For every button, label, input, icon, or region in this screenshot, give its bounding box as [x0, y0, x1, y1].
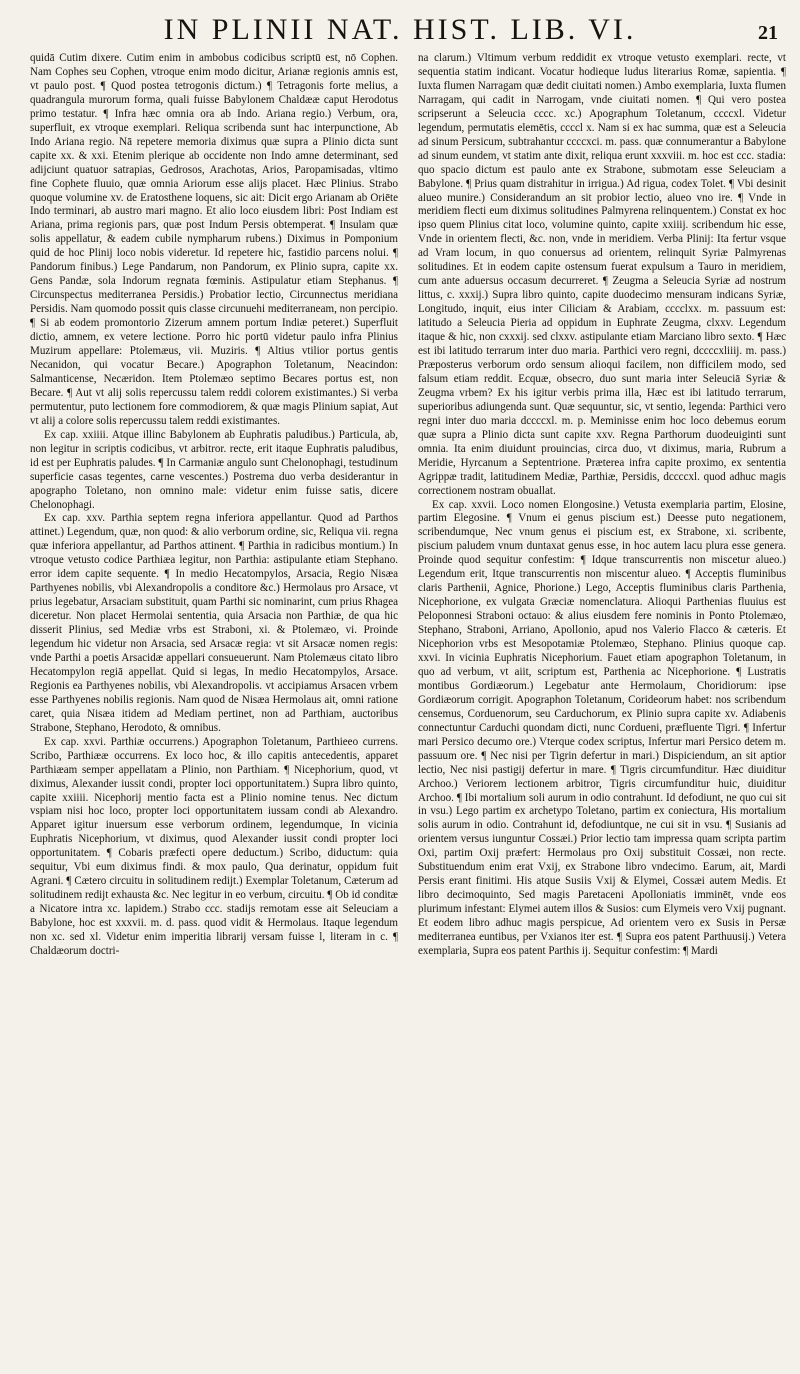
paragraph-chapter-27: Ex cap. xxvii. Loco nomen Elongosine.) Vetusta exemplaria partim, Elosine, partim Elegosine. ¶ Vnum ei genus piscium est.) Deesse puto negationem, scribendumque, Nec vnum genus ei piscium est, ex Strabone, xi. scribente, piscium paludem vnum duntaxat genus esse, in hoc autem lacu plura esse genera. Proinde quod sequitur confestim: ¶ Idque transcurrentis non miscetur alueo.) Legendum erit, Itque transcurrentis non miscentur alueo. ¶ Acceptis fluminibus claris Parthenii, Agnice, Phorione.) Lego, Acceptis fluminibus claris Parthenia, Nicephorione, ex vulgata Græciæ nomenclatura. Alioqui Parthenias fluuius est Peloponnesi Straboni octauo: & alius eiusdem fere nominis in Ponto Ptolemæo, Stephano, Straboni, Arriano, Apollonio, apud nos Valerio Flacco & cæteris. Et Nicephorion vrbs est Mesopotamiæ Ptolemæo, Stephano. Plinius quoque cap. xxvi. In vicinia Euphratis Nicephorium. Fauet etiam apographon Toletanum, in quo ad verbum, vt aiit, scriptum est, Parthenia ac Nicephorione. ¶ Lustratis montibus Gordiæorum.) Legebatur ante Hermolaum, Choridiorum: ipse Gordiæorum corrigit. Apographon Toletanum, Corideorum habet: nos scribendum censemus, Corduenorum, seu Carduchorum, ex Plinio supra capite xv. Adiabenis connectuntur Carduchi quondam dicti, nunc Cordueni, præfluente Tigri. ¶ Infertur mari Persico decumo ore.) Vterque codex scriptus, Infertur mari Persico detem m. passuum ore. ¶ Nec nisi per Tigrin defertur in mari.) Dispiciendum, an sit aptior lectio, Nec nisi pastigij defertur in mare. ¶ Tigris circumfunditur. Hæc diuiditur Archoo.) Veriorem lectionem arbitror, Tigris circumfunditur huic, diuiditur Archoo. ¶ Ibi mortalium soli aurum in odio contrahunt. Id defodiunt, ne quo cui sit in vsu.) Lego partim ex archetypo Toletano, partim ex coniectura, His mortalium solis aurum in odio. Contrahunt id, defodiuntque, ne cui sit in vsu. ¶ Susianis ad orientem versus iunguntur Cossæi.) Prior lectio tam impressa quam scripta partim Oxi, partim Oxij præfert: Hermolaus pro Oxij substituit Cossæi, non recte. Substituendum enim erat Vxij, ex Strabone libro vndecimo. Earum, ait, Mardi Persis erant finitimi. His atque Susiis Vxij & Elymei, Cossæi autem Medis. Et libro decimoquinto, Sed magis Paretaceni Apolloniatis imminēt, vnde eos plurimum infestant: Elymei autem illos & Susios: cum Elymeis vero Vxij pugnant. Et eodem libro adhuc magis perspicue, Ad orientem vero ex Susis in Persæ mediterranea euntibus, per Vxianos iter est. ¶ Supra eos patent Parthuusij.) Vetera exemplaria, Supra eos patent Parthis ij. Sequitur confestim: ¶ Mardi: [418, 498, 786, 957]
paragraph-continuation: quidā Cutim dixere. Cutim enim in ambobus codicibus scriptū est, nō Cophen. Nam Cophes seu Cophen, vtroque enim modo dicitur, Arianæ regionis amnis est, vt paulo post. ¶ Quod postea tetrogonis dictum.) ¶ Tetragonis forte melius, a quadrangula murorum forma, quali fuisse Babylonem Chaldææ caput Herodotus primo testatur. ¶ Infra hæc omnia ora ab Indo. Ariana regio.) Verbum, ora, superfluit, ex vtroque exemplari. Reliqua scribenda sunt hac interpunctione, Ab Indo Ariana regio. Nā repetere memoria diximus quæ supra a Plinio dicta sunt capite xx. & xxi. Etenim plerique ab occidente non Indo amne determinant, sed adijciunt quatuor satrapias, Gedrosos, Arachotas, Arios, Paropamisadas, vltimo fine Cophete fluuio, quæ omnia Ariorum esse alijs placet. Hæc Plinius. Strabo quoque volumine xv. de Eratosthene loquens, sic ait: Dicit ergo Arianam ab Oriēte Indo terminari, ab austro mari magno. Et alio loco eiusdem libri: Post Indiam est Ariana, prima regionis pars, quæ post Indum Persis obtemperat. ¶ Insulam quæ solis appellatur, & eadem cubile nympharum rubens.) Diximus in Pomponium quid de hoc Plinij loco nobis videretur. Id repetere hic, fastidio parcens nolui. ¶ Pandorum finibus.) Lege Pandarum, non Pandorum, ex Plinio supra, capite xx. Gens Pandæ, sola Indorum regnata fœminis. Astipulatur etiam Stephanus. ¶ Circunspectus mediterranea Persidis.) Probatior lectio, Circunnectus meridiana Persidis. Nam quomodo possit quis classe circunuehi mediterraneam, non percipio. ¶ Si ab eodem promontorio Zizerum amnem portum Indiæ peteret.) Superfluit dictio, amnem, ex vetere lectione. Porro hic portū videtur paulo infra Plinius Muzirum appellare: Ptolemæus, vii. Muziris. ¶ Altius vtilior portus gentis Necanidon, qui vocatur Becare.) Apographon Toletanum, Neacindon: Salmanticense, Necæridon. Item Ptolemæo septimo Becares portus est, non Becare. ¶ Aut vt alij solis repercussu talem reddi colorem existimantes.) Si verba permutentur, puto lectionem fore commodiorem, & quæ magis Plinium sapiat, Aut vt alij a colore solis repercussu talem reddi existimantes.: [30, 52, 398, 427]
paragraph-chapter-24: Ex cap. xxiiii. Atque illinc Babylonem ab Euphratis paludibus.) Particula, ab, non legitur in scriptis codicibus, vt arbitror. recte, erit itaque Euphratis paludibus, id est per Euphratis paludes. ¶ In Carmaniæ angulo sunt Chelonophagi, testudinum superficie casas tegentes, carne vescentes.) Postrema duo verba desiderantur in apographo Toletano, non omnino male: videtur enim fuisse satis, dicere Chelonophagi.: [30, 428, 398, 511]
left-column: [30, 52, 398, 1362]
right-column: [418, 52, 786, 1362]
page-header: [0, 8, 800, 52]
page-number: 21: [758, 22, 778, 44]
paragraph-chapter-25: Ex cap. xxv. Parthia septem regna inferiora appellantur. Quod ad Parthos attinet.) Legendum, quæ, non quod: & alio verborum ordine, sic, Reliqua vii. regna quæ inferiora appellantur, ad Parthos attinent. ¶ Parthia in radicibus montium.) In vtroque vetusto codice Parthiæa legitur, non Parthia: astipulante etiam Stephano. error idem capite sequente. ¶ In medio Hecatompylos, Arsacia, Regio Nisæa Parthyenes nobilis, vbi Alexandropolis a conditore &c.) Hermolaus pro Arsace, vt prius legebatur, Arsaciam substituit, quam Parthi sic nominarint, cum prius Rhagea diceretur. Non placet Hermolai sententia, quia Arsacia non Parthiæ, de qua hic disserit Plinius, sed Mediæ vrbs est Straboni, xi. & Ptolemæo, vi. Proinde legendum hic videtur non Arsacia, sed Arsacæ regia: vt sit Arsacæ nomen regis: vnde Parthi a poetis Arsacidæ appellari consueuerunt. Nam Ptolemæus citato libro Hecatompylon regiā appellat. Quid si legas, In medio Hecatompylos, Arsace. Regionis ea Parthyenes nobilis, vbi Alexandropolis. vt accipiamus Arsacen vrbem esse Parthyenes nobilis regionis. Nam quod de Nisæa Hermolaus ait, omni ratione caret, quia Nisæa itidem ad Mediam pertinet, non ad Parthiam, auctoribus Strabone, Stephano, Herodoto, & omnibus.: [30, 512, 398, 734]
running-title: IN PLINII NAT. HIST. LIB. VI.: [163, 13, 637, 46]
paragraph-continuation: na clarum.) Vltimum verbum reddidit ex vtroque vetusto exemplari. recte, vt sequentia statim indicant. Vocatur hodieque ludus literarius Romæ, sapientia. ¶ Iuxta flumen Narragam quæ dedit ciuitati nomen.) Ambo exemplaria, Iuxta flumen Narragam, qui cadit in Narrogam, vnde ciuitati nomen. ¶ Qui vero postea scripserunt a Seleucia cccc. xc.) Apographum Toletanum, ccccxl. Videtur legendum, permutatis elemētis, ccccl x. Nam si ex hac summa, quæ est a Seleucia ad sinum Persicum, subtrahantur ccccxci. m. pass. quæ connumerantur a Babylone ad sinum eundem, vt statim ante dixit, reliqua erunt xxxviii. m. hoc est ccc. stadia: quo spacio dictum est paulo ante ex Strabone, submotam esse Seleuciam a Babylone. ¶ Prius quam distrahitur in irrigua.) Ad rigua, codex Tolet. ¶ Vbi desinit alueo munire.) Considerandum an sit probior lectio, alueo vno ire. ¶ Vnde in meridiem flecti eum diximus solitudines Palmyrena relinquentem.) Constat ex hoc ipso quem Plinius citat loco, volumine quinto, capite xxiiij. scribendum hic esse, Vnde in orientem flecti, &c. non, vnde in meridiem. Verba Plinij: Ita fertur vsque ad Vram locum, in quo conuersus ad orientem, relinquit Syriæ Palmyrenas solitudines. Et in eodem capite ostensum fuerat expulsum a Tauro in meridiem, cum ante aduersus occasum decurreret. ¶ Zeugma a Seleucia Syriæ ad nostrum littus, c. xxxij.) Supra libro quinto, capite duodecimo mensuram indicans Syriæ, Longitudo, inquit, eius inter Ciliciam & Arabiam, cccclxx. m. passuum est: latitudo a Seleucia Pieria ad oppidum in Euphrate Zeugma, clxxv. Legendum itaque & hic, non cxxxij. sed clxxv. astipulante etiam Marciano libro sexto. ¶ Hæc est ibi latitudo terrarum inter duo maria. Parthici vero regni, dccccxliiij. m. pass.) Præposterus verborum ordo sensum alioqui facilem, non difficilem modo, sed falsum etiam reddit. Ecquæ, obsecro, duo sunt maria inter Seleuciā Syriæ & Zeugma vrbem? Ex his igitur verbis prima illa, Hæc est ibi latitudo terrarum, superioribus adiungenda sunt. Quæ sequuntur, sic, vt sentio, legenda: Parthici vero regni inter duo maria dccccxl. m. p. Meminisse enim hoc loco debemus eorum quæ supra a Plinio dicta sunt capite xxv. Regna Parthorum duodeuiginti sunt omnia. Ita enim diuidunt prouincias, circa duo, vt diximus, maria, Rubrum a Meridie, Hyrcanum a Septentrione. Præterea infra capite proximo, ex sententia Agrippæ tradit, latitudinem Mediæ, Parthiæ, Persidis, dccccxl. quod adhuc magis correctionem nostram obuallat.: [418, 52, 786, 497]
paragraph-chapter-26: Ex cap. xxvi. Parthiæ occurrens.) Apographon Toletanum, Parthieeo currens. Scribo, Parthiææ occurrens. Ex loco hoc, & illo capitis antecedentis, apparet Parthiæam semper appellatam a Plinio, non Parthiam. ¶ Nicephorium, quod, vt diximus, Alexander iussit condi, propter loci opportunitatem.) Supra libro quinto, capite xxiiii. Nicephorij mentio facta est a Plinio nomine tenus. Nec dictum vspiam nisi hoc loco, propter loci opportunitatem iussam condi ab Alexandro. Apparet igitur inuersum esse verborum ordinem, legendumque, In vicinia Euphratis Nicephorium, vt diximus, quod Alexander iussit condi propter loci opportunitatem. ¶ Cobaris præfecti opere deductum.) Scribo, diductum: quia sequitur, Vbi eum diximus findi. & mox paulo, Qua derinatur, oppidum fuit Agrani. ¶ Cætero circuitu in solitudinem redijt.) Exemplar Toletanum, Cæterum ad solitudinem redijt exhausta &c. Nec legitur in eo verbum, circuitu. ¶ Ob id conditæ a Nicatore intra xc. lapidem.) Strabo ccc. stadijs remotam esse ait Seleuciam a Babylone, hoc est xxxvii. m. d. pass. quod vidit & Hermolaus. Itaque legendum non xc. sed xl. Videtur enim imperitia librarij versam fuisse l, literam in c. ¶ Chaldæorum doctri-: [30, 735, 398, 957]
